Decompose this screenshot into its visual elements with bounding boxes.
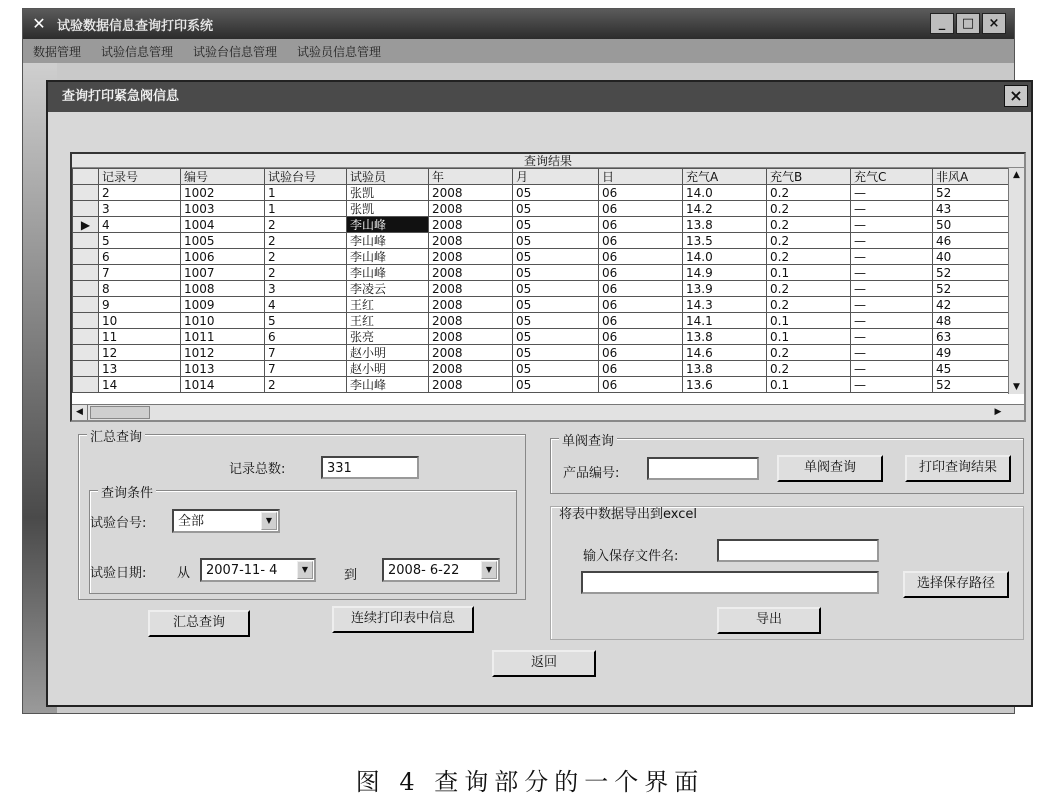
date-from-label: 从 <box>177 566 191 581</box>
cell-bench-no[interactable]: 2 <box>265 377 347 393</box>
cell-number[interactable]: 1013 <box>181 361 265 377</box>
cell-tester[interactable]: 李山峰 <box>347 233 429 249</box>
table-row[interactable] <box>73 201 1013 217</box>
cell-charge-c[interactable]: — <box>851 345 933 361</box>
cell-month[interactable]: 05 <box>513 233 599 249</box>
choose-path-button[interactable]: 选择保存路径 <box>903 571 1009 598</box>
cell-number[interactable]: 1003 <box>181 201 265 217</box>
cell-year[interactable]: 2008 <box>429 281 513 297</box>
cell-record-no[interactable]: 3 <box>99 201 181 217</box>
cell-tester[interactable]: 李山峰 <box>347 217 429 233</box>
row-selector[interactable] <box>73 297 99 313</box>
table-row[interactable] <box>73 361 1013 377</box>
col-header-charge-a[interactable]: 充气A <box>683 169 767 185</box>
cell-number[interactable]: 1010 <box>181 313 265 329</box>
cell-tester[interactable]: 李山峰 <box>347 377 429 393</box>
col-header-charge-b[interactable]: 充气B <box>767 169 851 185</box>
cell-bench-no[interactable]: 1 <box>265 201 347 217</box>
cell-bench-no[interactable]: 2 <box>265 249 347 265</box>
query-print-dialog <box>46 80 1033 707</box>
col-header-month[interactable]: 月 <box>513 169 599 185</box>
print-result-button[interactable]: 打印查询结果 <box>905 455 1011 482</box>
cell-day[interactable]: 06 <box>599 297 683 313</box>
scroll-up-icon[interactable]: ▲ <box>1013 170 1020 180</box>
cell-charge-b[interactable]: 0.2 <box>767 249 851 265</box>
cell-year[interactable]: 2008 <box>429 345 513 361</box>
cell-tester[interactable]: 张凯 <box>347 201 429 217</box>
cell-year[interactable]: 2008 <box>429 361 513 377</box>
scroll-thumb[interactable] <box>90 406 150 419</box>
cell-nonwind-a[interactable]: 52 <box>933 281 1013 297</box>
cell-record-no[interactable]: 4 <box>99 217 181 233</box>
cell-bench-no[interactable]: 3 <box>265 281 347 297</box>
row-selector[interactable] <box>73 249 99 265</box>
close-button[interactable]: × <box>982 13 1006 34</box>
cell-charge-c[interactable]: — <box>851 297 933 313</box>
table-row[interactable] <box>73 297 1013 313</box>
cell-year[interactable]: 2008 <box>429 377 513 393</box>
cell-charge-b[interactable]: 0.1 <box>767 313 851 329</box>
cell-number[interactable]: 1011 <box>181 329 265 345</box>
scroll-left-icon[interactable]: ◀ <box>72 405 88 420</box>
back-button[interactable]: 返回 <box>492 650 596 677</box>
date-from-value: 2007-11- 4 <box>206 563 278 578</box>
cell-nonwind-a[interactable]: 63 <box>933 329 1013 345</box>
cell-charge-c[interactable]: — <box>851 265 933 281</box>
header-selector <box>73 169 99 185</box>
cell-month[interactable]: 05 <box>513 361 599 377</box>
cell-charge-a[interactable]: 13.8 <box>683 361 767 377</box>
row-selector[interactable] <box>73 313 99 329</box>
cell-bench-no[interactable]: 7 <box>265 345 347 361</box>
table-row[interactable] <box>73 265 1013 281</box>
cell-year[interactable]: 2008 <box>429 265 513 281</box>
cell-tester[interactable]: 李凌云 <box>347 281 429 297</box>
table-header-row <box>73 169 1013 185</box>
menu-item-tester-info[interactable]: 试验员信息管理 <box>297 44 382 59</box>
table-row[interactable] <box>73 185 1013 201</box>
cell-charge-c[interactable]: — <box>851 185 933 201</box>
cell-nonwind-a[interactable]: 43 <box>933 201 1013 217</box>
chevron-down-icon[interactable]: ▼ <box>297 561 313 579</box>
cell-charge-a[interactable]: 14.0 <box>683 185 767 201</box>
product-no-input[interactable] <box>647 457 759 480</box>
col-header-day[interactable]: 日 <box>599 169 683 185</box>
cell-charge-b[interactable]: 0.1 <box>767 329 851 345</box>
product-no-label: 产品编号: <box>563 466 620 481</box>
row-selector[interactable] <box>73 265 99 281</box>
minimize-button[interactable]: _ <box>930 13 954 34</box>
export-group <box>550 506 1024 640</box>
cell-record-no[interactable]: 12 <box>99 345 181 361</box>
export-title: 将表中数据导出到excel <box>559 507 697 522</box>
cell-record-no[interactable]: 7 <box>99 265 181 281</box>
single-group-title: 单阀查询 <box>559 430 617 449</box>
cell-charge-a[interactable]: 14.2 <box>683 201 767 217</box>
cell-year[interactable]: 2008 <box>429 185 513 201</box>
cell-charge-c[interactable]: — <box>851 329 933 345</box>
cell-number[interactable]: 1006 <box>181 249 265 265</box>
col-header-nonwind-a[interactable]: 非风A <box>933 169 1013 185</box>
grid-horizontal-scrollbar[interactable] <box>72 404 1024 420</box>
row-selector[interactable] <box>73 361 99 377</box>
cell-nonwind-a[interactable]: 52 <box>933 377 1013 393</box>
cell-charge-a[interactable]: 14.1 <box>683 313 767 329</box>
cell-charge-c[interactable]: — <box>851 281 933 297</box>
col-header-record-no[interactable]: 记录号 <box>99 169 181 185</box>
figure-caption: 图 4 查询部分的一个界面 <box>355 768 705 796</box>
cell-charge-a[interactable]: 13.6 <box>683 377 767 393</box>
cell-charge-b[interactable]: 0.1 <box>767 265 851 281</box>
cell-tester[interactable]: 王红 <box>347 313 429 329</box>
cell-record-no[interactable]: 11 <box>99 329 181 345</box>
cell-month[interactable]: 05 <box>513 329 599 345</box>
cell-month[interactable]: 05 <box>513 201 599 217</box>
row-selector[interactable] <box>73 377 99 393</box>
cell-month[interactable]: 05 <box>513 217 599 233</box>
grid-vertical-scrollbar[interactable] <box>1008 168 1024 394</box>
cell-charge-b[interactable]: 0.2 <box>767 297 851 313</box>
app-icon: ✕ <box>32 14 46 33</box>
cell-year[interactable]: 2008 <box>429 233 513 249</box>
cell-day[interactable]: 06 <box>599 345 683 361</box>
query-conditions-group <box>89 486 517 594</box>
single-valve-query-group <box>550 434 1024 494</box>
cell-charge-a[interactable]: 14.9 <box>683 265 767 281</box>
row-selector[interactable] <box>73 185 99 201</box>
date-from-picker[interactable] <box>200 558 316 582</box>
cell-charge-b[interactable]: 0.2 <box>767 233 851 249</box>
cell-bench-no[interactable]: 2 <box>265 265 347 281</box>
cell-year[interactable]: 2008 <box>429 297 513 313</box>
date-to-label: 到 <box>344 568 358 583</box>
cell-day[interactable]: 06 <box>599 201 683 217</box>
row-selector[interactable] <box>73 281 99 297</box>
cell-charge-c[interactable]: — <box>851 233 933 249</box>
print-table-button[interactable]: 连续打印表中信息 <box>332 606 474 633</box>
cell-number[interactable]: 1005 <box>181 233 265 249</box>
cell-nonwind-a[interactable]: 42 <box>933 297 1013 313</box>
cell-bench-no[interactable]: 2 <box>265 217 347 233</box>
table-row[interactable] <box>73 377 1013 393</box>
cell-bench-no[interactable]: 4 <box>265 297 347 313</box>
cell-charge-a[interactable]: 13.8 <box>683 329 767 345</box>
cell-charge-a[interactable]: 13.5 <box>683 233 767 249</box>
cell-bench-no[interactable]: 7 <box>265 361 347 377</box>
cell-year[interactable]: 2008 <box>429 217 513 233</box>
filename-label: 输入保存文件名: <box>583 549 679 564</box>
scroll-right-icon[interactable]: ▶ <box>994 407 1002 417</box>
cell-record-no[interactable]: 9 <box>99 297 181 313</box>
cell-charge-c[interactable]: — <box>851 217 933 233</box>
cell-charge-b[interactable]: 0.2 <box>767 345 851 361</box>
table-row[interactable] <box>73 217 1013 233</box>
cell-bench-no[interactable]: 5 <box>265 313 347 329</box>
cell-charge-a[interactable]: 14.6 <box>683 345 767 361</box>
conditions-group-title: 查询条件 <box>98 482 156 501</box>
cell-number[interactable]: 1014 <box>181 377 265 393</box>
cell-number[interactable]: 1004 <box>181 217 265 233</box>
filename-input[interactable] <box>717 539 879 562</box>
cell-bench-no[interactable]: 6 <box>265 329 347 345</box>
col-header-bench-no[interactable]: 试验台号 <box>265 169 347 185</box>
cell-charge-b[interactable]: 0.2 <box>767 185 851 201</box>
cell-record-no[interactable]: 5 <box>99 233 181 249</box>
col-header-tester[interactable]: 试验员 <box>347 169 429 185</box>
cell-charge-c[interactable]: — <box>851 249 933 265</box>
cell-nonwind-a[interactable]: 40 <box>933 249 1013 265</box>
cell-day[interactable]: 06 <box>599 313 683 329</box>
cell-day[interactable]: 06 <box>599 329 683 345</box>
cell-tester[interactable]: 张亮 <box>347 329 429 345</box>
cell-day[interactable]: 06 <box>599 377 683 393</box>
cell-bench-no[interactable]: 2 <box>265 233 347 249</box>
summary-query-group <box>78 430 526 600</box>
cell-year[interactable]: 2008 <box>429 201 513 217</box>
row-selector[interactable] <box>73 329 99 345</box>
cell-month[interactable]: 05 <box>513 345 599 361</box>
cell-tester[interactable]: 赵小明 <box>347 361 429 377</box>
chevron-down-icon[interactable]: ▼ <box>481 561 497 579</box>
bench-no-value: 全部 <box>178 514 205 529</box>
single-query-button[interactable]: 单阀查询 <box>777 455 883 482</box>
menu-item-test-info[interactable]: 试验信息管理 <box>101 44 174 59</box>
grid-caption: 查询结果 <box>72 154 1024 168</box>
cell-record-no[interactable]: 14 <box>99 377 181 393</box>
cell-number[interactable]: 1007 <box>181 265 265 281</box>
table-row[interactable] <box>73 281 1013 297</box>
cell-charge-c[interactable]: — <box>851 201 933 217</box>
cell-day[interactable]: 06 <box>599 249 683 265</box>
summary-query-button[interactable]: 汇总查询 <box>148 610 250 637</box>
cell-tester[interactable]: 李山峰 <box>347 265 429 281</box>
total-count-label: 记录总数: <box>229 462 286 477</box>
total-count-field[interactable]: 331 <box>321 456 419 479</box>
cell-month[interactable]: 05 <box>513 265 599 281</box>
dialog-title: 查询打印紧急阀信息 <box>62 89 180 104</box>
cell-number[interactable]: 1008 <box>181 281 265 297</box>
cell-number[interactable]: 1009 <box>181 297 265 313</box>
cell-month[interactable]: 05 <box>513 313 599 329</box>
cell-tester[interactable]: 王红 <box>347 297 429 313</box>
bench-no-label: 试验台号: <box>90 516 147 531</box>
cell-tester[interactable]: 张凯 <box>347 185 429 201</box>
cell-number[interactable]: 1002 <box>181 185 265 201</box>
table-row[interactable] <box>73 345 1013 361</box>
date-to-picker[interactable] <box>382 558 500 582</box>
main-window-title: 试验数据信息查询打印系统 <box>57 18 214 34</box>
row-selector[interactable] <box>73 201 99 217</box>
cell-month[interactable]: 05 <box>513 297 599 313</box>
cell-charge-c[interactable]: — <box>851 313 933 329</box>
col-header-year[interactable]: 年 <box>429 169 513 185</box>
cell-bench-no[interactable]: 1 <box>265 185 347 201</box>
date-to-value: 2008- 6-22 <box>388 563 460 578</box>
cell-charge-c[interactable]: — <box>851 377 933 393</box>
cell-day[interactable]: 06 <box>599 217 683 233</box>
cell-record-no[interactable]: 13 <box>99 361 181 377</box>
cell-charge-b[interactable]: 0.2 <box>767 281 851 297</box>
cell-nonwind-a[interactable]: 52 <box>933 185 1013 201</box>
main-titlebar[interactable] <box>23 9 1014 39</box>
export-button[interactable]: 导出 <box>717 607 821 634</box>
cell-nonwind-a[interactable]: 49 <box>933 345 1013 361</box>
cell-nonwind-a[interactable]: 48 <box>933 313 1013 329</box>
cell-charge-a[interactable]: 13.8 <box>683 217 767 233</box>
cell-year[interactable]: 2008 <box>429 249 513 265</box>
chevron-down-icon[interactable]: ▼ <box>261 512 277 530</box>
cell-charge-a[interactable]: 13.9 <box>683 281 767 297</box>
dialog-titlebar[interactable] <box>48 82 1031 112</box>
cell-charge-a[interactable]: 14.0 <box>683 249 767 265</box>
cell-charge-b[interactable]: 0.1 <box>767 377 851 393</box>
cell-day[interactable]: 06 <box>599 361 683 377</box>
maximize-button[interactable]: □ <box>956 13 980 34</box>
cell-charge-b[interactable]: 0.2 <box>767 201 851 217</box>
cell-nonwind-a[interactable]: 50 <box>933 217 1013 233</box>
cell-charge-b[interactable]: 0.2 <box>767 361 851 377</box>
main-menubar <box>23 39 1014 63</box>
cell-day[interactable]: 06 <box>599 265 683 281</box>
cell-record-no[interactable]: 10 <box>99 313 181 329</box>
scroll-down-icon[interactable]: ▼ <box>1013 382 1020 392</box>
menu-item-bench-info[interactable]: 试验台信息管理 <box>193 44 278 59</box>
col-header-charge-c[interactable]: 充气C <box>851 169 933 185</box>
cell-charge-a[interactable]: 14.3 <box>683 297 767 313</box>
bench-no-select[interactable] <box>172 509 280 533</box>
summary-group-title: 汇总查询 <box>87 426 145 445</box>
cell-record-no[interactable]: 8 <box>99 281 181 297</box>
results-grid[interactable] <box>70 152 1026 422</box>
cell-number[interactable]: 1012 <box>181 345 265 361</box>
cell-year[interactable]: 2008 <box>429 329 513 345</box>
cell-nonwind-a[interactable]: 45 <box>933 361 1013 377</box>
cell-charge-c[interactable]: — <box>851 361 933 377</box>
cell-record-no[interactable]: 2 <box>99 185 181 201</box>
table-row[interactable] <box>73 233 1013 249</box>
cell-day[interactable]: 06 <box>599 233 683 249</box>
row-selector[interactable] <box>73 345 99 361</box>
cell-month[interactable]: 05 <box>513 249 599 265</box>
row-selector[interactable] <box>73 233 99 249</box>
cell-month[interactable]: 05 <box>513 185 599 201</box>
cell-month[interactable]: 05 <box>513 281 599 297</box>
results-table <box>72 168 1013 393</box>
cell-year[interactable]: 2008 <box>429 313 513 329</box>
cell-tester[interactable]: 李山峰 <box>347 249 429 265</box>
table-row[interactable] <box>73 249 1013 265</box>
col-header-number[interactable]: 编号 <box>181 169 265 185</box>
table-row[interactable] <box>73 329 1013 345</box>
cell-charge-b[interactable]: 0.2 <box>767 217 851 233</box>
cell-record-no[interactable]: 6 <box>99 249 181 265</box>
cell-day[interactable]: 06 <box>599 281 683 297</box>
dialog-close-button[interactable]: × <box>1004 85 1028 107</box>
cell-nonwind-a[interactable]: 52 <box>933 265 1013 281</box>
cell-tester[interactable]: 赵小明 <box>347 345 429 361</box>
table-row[interactable] <box>73 313 1013 329</box>
test-date-label: 试验日期: <box>90 566 147 581</box>
save-path-field[interactable] <box>581 571 879 594</box>
row-selector[interactable]: ▶ <box>73 217 99 233</box>
cell-nonwind-a[interactable]: 46 <box>933 233 1013 249</box>
menu-item-data-management[interactable]: 数据管理 <box>33 44 82 59</box>
cell-month[interactable]: 05 <box>513 377 599 393</box>
cell-day[interactable]: 06 <box>599 185 683 201</box>
